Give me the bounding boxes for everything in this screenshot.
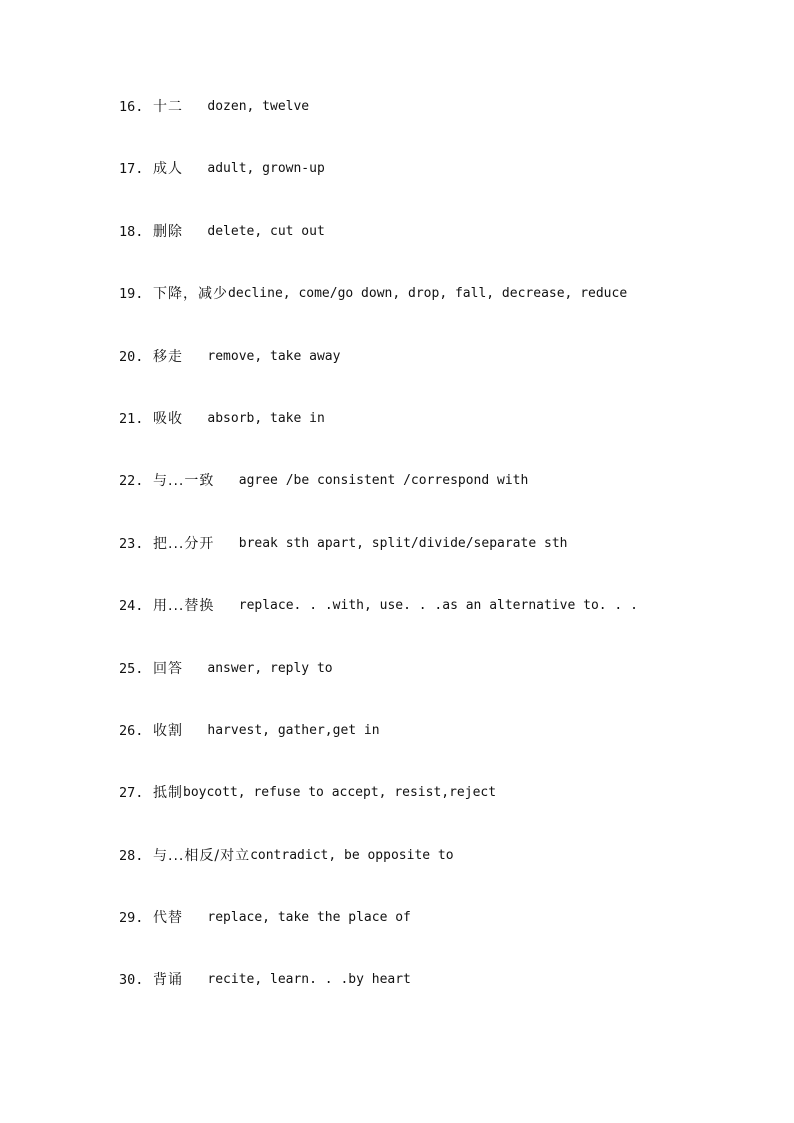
entry-number: 26. <box>119 722 144 739</box>
list-item <box>119 158 759 220</box>
list-item <box>119 470 759 532</box>
chinese-term: 用...替换 <box>153 598 215 615</box>
chinese-term: 下降，减少 <box>153 286 228 303</box>
chinese-term: 收割 <box>153 722 183 739</box>
english-meaning: dozen, twelve <box>207 99 310 114</box>
list-item <box>119 96 759 158</box>
list-item <box>119 221 759 283</box>
entry-number: 18. <box>119 223 144 240</box>
english-meaning: contradict, be opposite to <box>250 847 454 863</box>
list-item <box>119 658 759 720</box>
english-meaning: decline, come/go down, drop, fall, decrease, reduce <box>228 286 628 302</box>
entry-number: 28. <box>119 847 144 864</box>
english-meaning: harvest, gather,get in <box>207 722 380 738</box>
english-meaning: agree /be consistent /correspond with <box>238 473 529 489</box>
english-meaning: replace, take the place of <box>207 910 411 926</box>
chinese-term: 成人 <box>153 161 183 178</box>
entry-number: 29. <box>119 910 144 927</box>
english-meaning: recite, learn. . .by heart <box>207 972 411 988</box>
separator <box>183 907 207 929</box>
chinese-term: 十二 <box>153 99 183 115</box>
entry-number: 27. <box>119 785 144 802</box>
list-item <box>119 346 759 408</box>
list-item <box>119 533 759 595</box>
chinese-term: 删除 <box>153 223 183 240</box>
chinese-term: 移走 <box>153 348 183 365</box>
entry-number: 24. <box>119 598 144 615</box>
chinese-term: 抵制 <box>153 785 183 802</box>
english-meaning: boycott, refuse to accept, resist,reject <box>183 785 497 801</box>
separator <box>183 346 207 368</box>
chinese-term: 代替 <box>153 910 183 927</box>
separator <box>214 533 238 555</box>
separator <box>183 408 207 430</box>
english-meaning: remove, take away <box>207 348 341 364</box>
list-item <box>119 283 759 345</box>
chinese-term: 回答 <box>153 660 183 677</box>
separator <box>183 658 207 680</box>
separator <box>183 221 207 243</box>
chinese-term: 与...相反/对立 <box>153 847 251 864</box>
english-meaning: answer, reply to <box>207 660 333 676</box>
separator <box>183 96 207 118</box>
list-item <box>119 969 759 1031</box>
entry-number: 17. <box>119 161 144 178</box>
separator <box>214 595 238 617</box>
list-item <box>119 845 759 907</box>
english-meaning: break sth apart, split/divide/separate sth <box>238 535 568 551</box>
vocabulary-list <box>119 96 759 1032</box>
separator <box>183 969 207 991</box>
list-item <box>119 720 759 782</box>
list-item <box>119 907 759 969</box>
chinese-term: 背诵 <box>153 972 183 989</box>
entry-number: 30. <box>119 972 144 989</box>
chinese-term: 把...分开 <box>153 535 215 552</box>
english-meaning: replace. . .with, use. . .as an alternative to. . . <box>238 598 638 614</box>
entry-number: 21. <box>119 410 144 427</box>
list-item <box>119 408 759 470</box>
entry-number: 16. <box>119 99 144 115</box>
chinese-term: 吸收 <box>153 410 183 427</box>
separator <box>214 470 238 492</box>
entry-number: 22. <box>119 473 144 490</box>
chinese-term: 与...一致 <box>153 473 215 490</box>
entry-number: 19. <box>119 286 144 303</box>
english-meaning: delete, cut out <box>207 223 325 239</box>
separator <box>183 720 207 742</box>
entry-number: 23. <box>119 535 144 552</box>
list-item <box>119 782 759 844</box>
english-meaning: absorb, take in <box>207 410 325 426</box>
entry-number: 25. <box>119 660 144 677</box>
separator <box>183 158 207 180</box>
english-meaning: adult, grown-up <box>207 161 325 177</box>
entry-number: 20. <box>119 348 144 365</box>
list-item <box>119 595 759 657</box>
